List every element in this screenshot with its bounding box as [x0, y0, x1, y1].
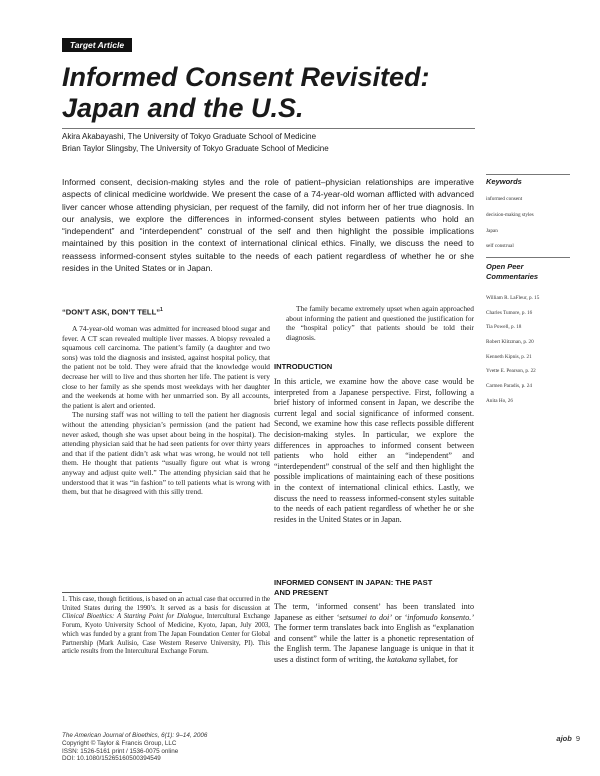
commentaries-heading-line-2: Commentaries — [486, 272, 539, 281]
japan-text-a: The term, ‘informed consent’ has been translated into Japanese as either — [274, 602, 474, 622]
commentary-item: Charles Tumore, p. 16 — [486, 310, 533, 316]
case-body — [62, 324, 270, 497]
japan-term-2: ‘infomudo konsento.’ — [404, 612, 474, 622]
keywords-heading: Keywords — [486, 177, 522, 186]
sidebar-rule-mid — [486, 257, 570, 258]
issn-line: ISSN: 1526-5161 print / 1536-0075 online — [62, 747, 179, 755]
commentaries-heading-line-1: Open Peer — [486, 262, 524, 271]
case-heading-footnote-ref: 1 — [160, 307, 163, 313]
author-2: Brian Taylor Slingsby, The University of Tokyo Graduate School of Medicine — [62, 144, 329, 153]
japan-paragraph — [274, 602, 474, 666]
case-continuation — [286, 304, 474, 342]
footnote-italic-title: Clinical Bioethics: A Starting Point for Dialogue — [62, 613, 203, 621]
keyword-item: decision-making styles — [486, 212, 534, 218]
journal-citation: The American Journal of Bioethics, 6(1): 9–14, 2006 — [62, 732, 208, 739]
keyword-item: informed consent — [486, 196, 523, 202]
case-paragraph-2: The nursing staff was not willing to tell the patient her diagnosis without the attending physician’s permission (and the patient had never asked, though she was upset about being in the hospital). The attending physician said that he had seen patients for over thirty years and that if the patient didn’t ask what was wrong, he would not tell them. He thought that patients “usually figure out what is wrong anyway and adjust quite well.” The attending physician said that he understood that it was “in fashion” to tell patients what is wrong with them, but that he disagreed with this silly trend. — [62, 410, 270, 497]
japan-term-1: ‘setsumei to doi’ — [336, 612, 392, 622]
introduction-heading: INTRODUCTION — [274, 362, 333, 371]
article-type-badge: Target Article — [62, 38, 132, 52]
commentary-item: Yvette E. Pearson, p. 22 — [486, 368, 536, 374]
introduction-body — [274, 377, 474, 525]
page-marker — [520, 734, 580, 743]
commentaries-heading — [486, 262, 576, 282]
footnote-rule — [62, 592, 182, 593]
japan-heading-line-1: INFORMED CONSENT IN JAPAN: THE PAST — [274, 578, 433, 587]
commentary-item: William R. LaFleur, p. 15 — [486, 295, 540, 301]
commentary-item: Tia Powell, p. 18 — [486, 324, 522, 330]
introduction-paragraph: In this article, we examine how the above case would be interpreted from a Japanese perspective. First, following a brief history of informed consent in Japan, we describe the current legal and social significance of informed consent. Second, we examine how this case reflects possible different decision-making styles. In particular, we explore the differences in approaches to informed consent between patients who hold either an “independent” and “interdependent” construal of the self and then highlight the possible implications of maintaining each of these positions in the context of international clinical ethics. Lastly, we discuss the need to reassess informed-consent styles suitable to the needs of each patient regardless of whether he or she resides in the United States or in Japan. — [274, 377, 474, 524]
commentary-item: Kenneth Kipnis, p. 21 — [486, 354, 532, 360]
commentary-item: Robert Klitzman, p. 20 — [486, 339, 534, 345]
case-paragraph-1: A 74-year-old woman was admitted for increased blood sugar and fever. A CT scan revealed multiple liver masses. A biopsy revealed a squamous cell carcinoma. The patient’s family (a daughter and two sons) was told the diagnosis and insisted, against hospital policy, that the patient not be told. They were afraid that the knowledge would decrease her will to live and thus shorten her life. The patient is very close to her family as she spends most weekdays with her daughter and the weekends at home with her unmarried son. By all accounts, the patient is alert and oriented. — [62, 324, 270, 410]
commentary-item: Anita Ho, 26 — [486, 398, 513, 404]
japan-heading-line-2: AND PRESENT — [274, 587, 329, 597]
doi-line: DOI: 10.1080/15265160500394549 — [62, 755, 161, 763]
japan-text-b: or — [391, 612, 405, 622]
sidebar-rule-top — [486, 174, 570, 175]
keyword-item: self construal — [486, 243, 514, 249]
author-1: Akira Akabayashi, The University of Tokyo Graduate School of Medicine — [62, 132, 317, 141]
page-number: 9 — [575, 734, 580, 743]
abstract: Informed consent, decision-making styles and the role of patient–physician relationships are imperative aspects of clinical medicine worldwide. We present the case of a 74-year-old woman afflicted with advanced liver cancer whose attending physician, per request of the family, did not inform her of her true diagnosis. In our analysis, we explore the differences in informed-consent styles between patients who hold an “independent” and “interdependent” construal of the self and then highlight the possible implications maintained by this position in the context of international clinical ethics. Finally, we discuss the need to reassess informed-consent styles suitable to the needs of each patient regardless of whether he or she resides in the United States or in Japan. — [62, 177, 474, 274]
footnote-text-b: , Intercultural Exchange Forum, Kyoto University School of Medicine, Kyoto, Japan, July 2003, which was funded by a grant from The Japan Foundation Center for Global Partnership (Mark Aulisio, Case Western Reserve University, PI). This article results from the Intercultural Exchange Forum. — [62, 613, 271, 656]
publication-footer — [62, 732, 262, 763]
japan-text-c: The former term translates back into English as “explanation and consent” while the latter is a phonetic representation of the English term. The Japanese language is unique in that it uses a distinct form of writing, the — [274, 623, 474, 664]
case-heading-text: “DON’T ASK, DON’T TELL” — [62, 307, 161, 317]
japan-text-d: syllabet, for — [416, 654, 458, 664]
journal-mark: ajob — [556, 734, 572, 743]
footnote-text-a: 1. This case, though fictitious, is based on an actual case that occurred in the United States during the 1990’s. It served as a basis for discussion at — [62, 596, 270, 612]
title-rule — [62, 128, 475, 129]
footnote — [62, 596, 270, 657]
japan-body — [274, 602, 474, 666]
case-heading — [62, 306, 272, 317]
copyright-line: Copyright © Taylor & Francis Group, LLC — [62, 739, 177, 747]
keyword-item: Japan — [486, 228, 498, 234]
commentary-item: Carmen Paradis, p. 24 — [486, 383, 532, 389]
title-line-1: Informed Consent Revisited: — [62, 62, 430, 92]
title-line-2: Japan and the U.S. — [62, 93, 304, 123]
japan-term-3: katakana — [387, 654, 417, 664]
japan-heading — [274, 578, 479, 597]
article-title — [62, 62, 502, 124]
case-paragraph-3: The family became extremely upset when again approached about informing the patient and questioned the justification for the “hospital policy” that patients should be told their diagnosis. — [286, 304, 474, 342]
